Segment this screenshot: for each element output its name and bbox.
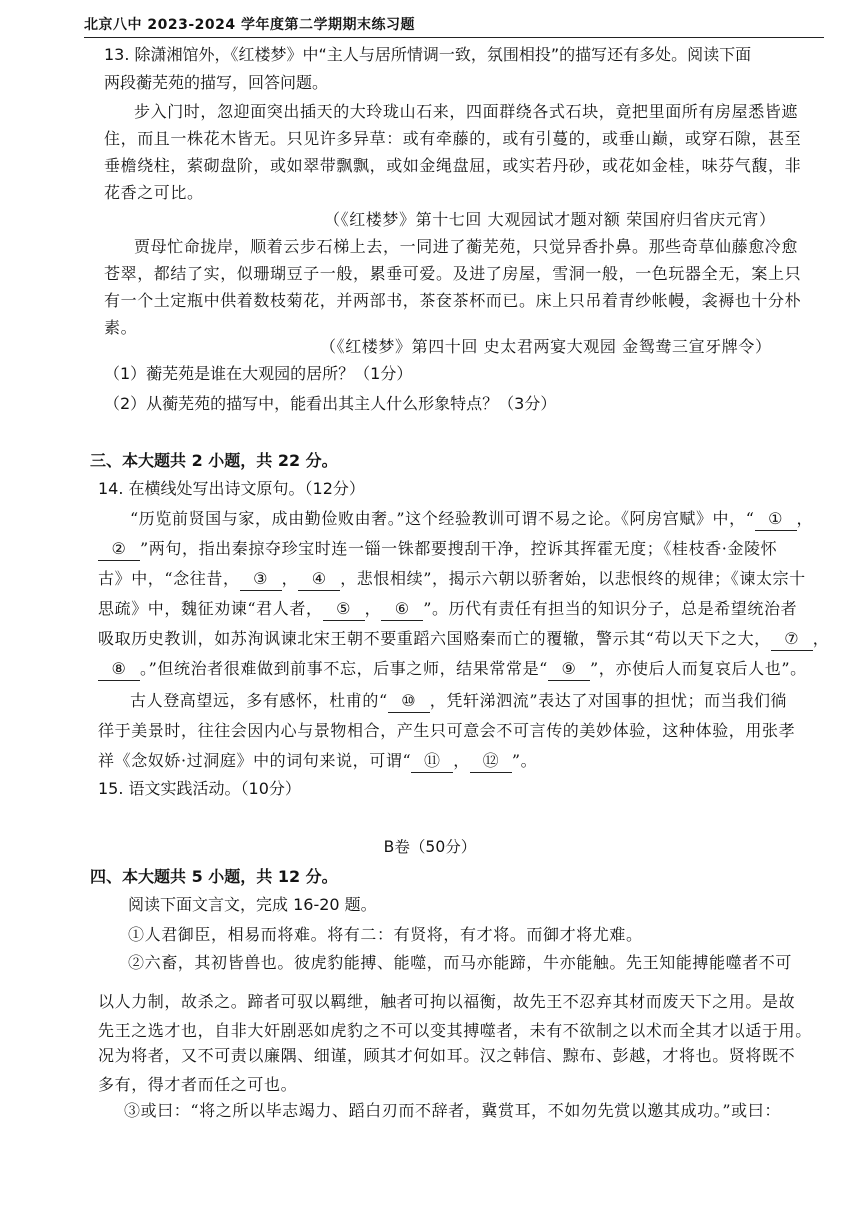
classical-paragraph-2-line-3: 先王之选才也，自非大奸剧恶如虎豹之不可以变其搏噬者，未有不欲制之以术而全其才以适于用。: [98, 1021, 812, 1040]
answer-blank-9[interactable]: ⑨: [548, 658, 590, 681]
q14-text: ，: [364, 599, 382, 618]
classical-paragraph-1: ①人君御臣，相易而将难。将有二：有贤将，有才将。而御才将尤难。: [128, 925, 643, 944]
answer-blank-3[interactable]: ③: [240, 568, 282, 591]
page-header: 北京八中 2023-2024 学年度第二学期期末练习题: [84, 14, 824, 38]
answer-blank-4[interactable]: ④: [298, 568, 340, 591]
q13-passage1-line-3: 垂檐绕柱，萦砌盘阶，或如翠带飘飘，或如金绳盘屈，或实若丹砂，或花如金桂，味芬气馥，非: [104, 156, 802, 175]
q14-line-7: [130, 690, 787, 713]
q13-passage1-line-4: 花香之可比。: [104, 183, 204, 202]
q14-line-3: [98, 568, 806, 591]
q13-source-1: （《红楼梦》第十七回 大观园试才题对额 荣国府归省庆元宵）: [324, 210, 776, 229]
q14-stem: 14. 在横线处写出诗文原句。（12分）: [98, 479, 365, 498]
q14-line-4: [98, 598, 797, 621]
answer-blank-7[interactable]: ⑦: [771, 628, 813, 651]
q13-passage2-line-3: 有一个土定瓶中供着数枝菊花，并两部书，茶奁茶杯而已。床上只吊着青纱帐幔，衾褥也十分朴: [104, 291, 802, 310]
q14-text: ”。: [511, 751, 538, 770]
volume-b-title: B卷（50分）: [383, 838, 477, 856]
classical-paragraph-2-line-1: ②六畜，其初皆兽也。彼虎豹能搏、能噬，而马亦能蹄，牛亦能触。先王知能搏能噬者不可: [128, 953, 793, 972]
answer-blank-11[interactable]: ⑪: [411, 750, 453, 773]
q14-text: 。”但统治者很难做到前事不忘，后事之师，结果常常是“: [140, 659, 548, 678]
q14-text: ，: [796, 509, 814, 528]
answer-blank-8[interactable]: ⑧: [98, 658, 140, 681]
q13-passage1-line-1: 步入门时，忽迎面突出插天的大玲珑山石来，四面群绕各式石块，竟把里面所有房屋悉皆遮: [134, 102, 799, 121]
q14-text: ，凭轩涕泗流”表达了对国事的担忧；而当我们徜: [429, 691, 788, 710]
q13-stem-line-2: 两段蘅芜苑的描写，回答问题。: [104, 73, 329, 92]
q14-text: “历览前贤国与家，成由勤俭败由奢。”这个经验教训可谓不易之论。《阿房宫赋》中，“: [130, 509, 755, 528]
q14-text: ，: [812, 629, 830, 648]
answer-blank-12[interactable]: ⑫: [470, 750, 512, 773]
q13-stem-line-1: 13. 除潇湘馆外，《红楼梦》中“主人与居所情调一致，氛围相投”的描写还有多处。阅读下面: [104, 45, 752, 64]
answer-blank-5[interactable]: ⑤: [323, 598, 365, 621]
q14-text: ”。历代有责任有担当的知识分子，总是希望统治者: [423, 599, 798, 618]
section-3-heading: 三、本大题共 2 小题，共 22 分。: [90, 451, 338, 470]
q14-line-8: 徉于美景时，往往会因内心与景物相合，产生只可意会不可言传的美妙体验，这种体验，用张孝: [98, 721, 796, 740]
q14-text: ，: [453, 751, 470, 770]
q13-passage1-line-2: 住，而且一株花木皆无。只见许多异草：或有牵藤的，或有引蔓的，或垂山巅，或穿石隙，甚至: [104, 129, 802, 148]
q14-text: 思疏》中，魏征劝谏“君人者，: [98, 599, 323, 618]
classical-paragraph-2-line-2: 以人力制，故杀之。蹄者可驭以羁绁，触者可拘以福衡，故先王不忍弃其材而废天下之用。是故: [98, 992, 796, 1011]
q14-text: ，悲恨相续”，揭示六朝以骄奢始，以悲恨终的规律；《谏太宗十: [340, 569, 806, 588]
classical-paragraph-3-line-1: ③或曰：“将之所以毕志竭力、蹈白刃而不辞者，冀赏耳，不如勿先赏以邀其成功。”或曰：: [124, 1101, 781, 1120]
q13-source-2: （《红楼梦》第四十回 史太君两宴大观园 金鸳鸯三宣牙牌令）: [320, 337, 772, 356]
q13-passage2-line-2: 苍翠，都结了实，似珊瑚豆子一般，累垂可爱。及进了房屋，雪洞一般，一色玩器全无，案上只: [104, 264, 802, 283]
answer-blank-10[interactable]: ⑩: [388, 690, 430, 713]
q13-sub-question-2: （2）从蘅芜苑的描写中，能看出其主人什么形象特点？（3分）: [104, 394, 557, 413]
q14-text: ”两句，指出秦掠夺珍宝时连一锱一铢都要搜刮干净，控诉其挥霍无度；《桂枝香·金陵怀: [140, 539, 778, 558]
reading-instruction: 阅读下面文言文，完成 16-20 题。: [128, 895, 377, 914]
q14-line-6: [98, 658, 807, 681]
q14-line-5: [98, 628, 829, 651]
classical-paragraph-2-line-4: 况为将者，又不可责以廉隅、细谨，顾其才何如耳。汉之韩信、黥布、彭越，才将也。贤将既不: [98, 1046, 796, 1065]
q13-passage2-line-4: 素。: [104, 318, 138, 337]
q14-text: 祥《念奴娇·过洞庭》中的词句来说，可谓“: [98, 751, 412, 770]
q13-sub-question-1: （1）蘅芜苑是谁在大观园的居所？（1分）: [104, 364, 413, 383]
q14-text: 古人登高望远，多有感怀，杜甫的“: [130, 691, 388, 710]
q13-passage2-line-1: 贾母忙命拢岸，顺着云步石梯上去，一同进了蘅芜苑，只觉异香扑鼻。那些奇草仙藤愈冷愈: [134, 237, 799, 256]
q14-line-2: [98, 538, 777, 561]
answer-blank-6[interactable]: ⑥: [381, 598, 423, 621]
classical-paragraph-2-line-5: 多有，得才者而任之可也。: [98, 1075, 298, 1094]
q15-stem: 15. 语文实践活动。（10分）: [98, 779, 301, 798]
q14-text: 古》中，“念往昔，: [98, 569, 240, 588]
section-4-heading: 四、本大题共 5 小题，共 12 分。: [90, 867, 338, 886]
answer-blank-1[interactable]: ①: [755, 508, 797, 531]
q14-text: ”，亦使后人而复哀后人也”。: [589, 659, 807, 678]
q14-text: 吸取历史教训，如苏洵讽谏北宋王朝不要重蹈六国赂秦而亡的覆辙，警示其“苟以天下之大，: [98, 629, 771, 648]
q14-line-1: [130, 508, 813, 531]
q14-line-9: [98, 750, 537, 773]
q14-text: ，: [281, 569, 299, 588]
answer-blank-2[interactable]: ②: [98, 538, 140, 561]
